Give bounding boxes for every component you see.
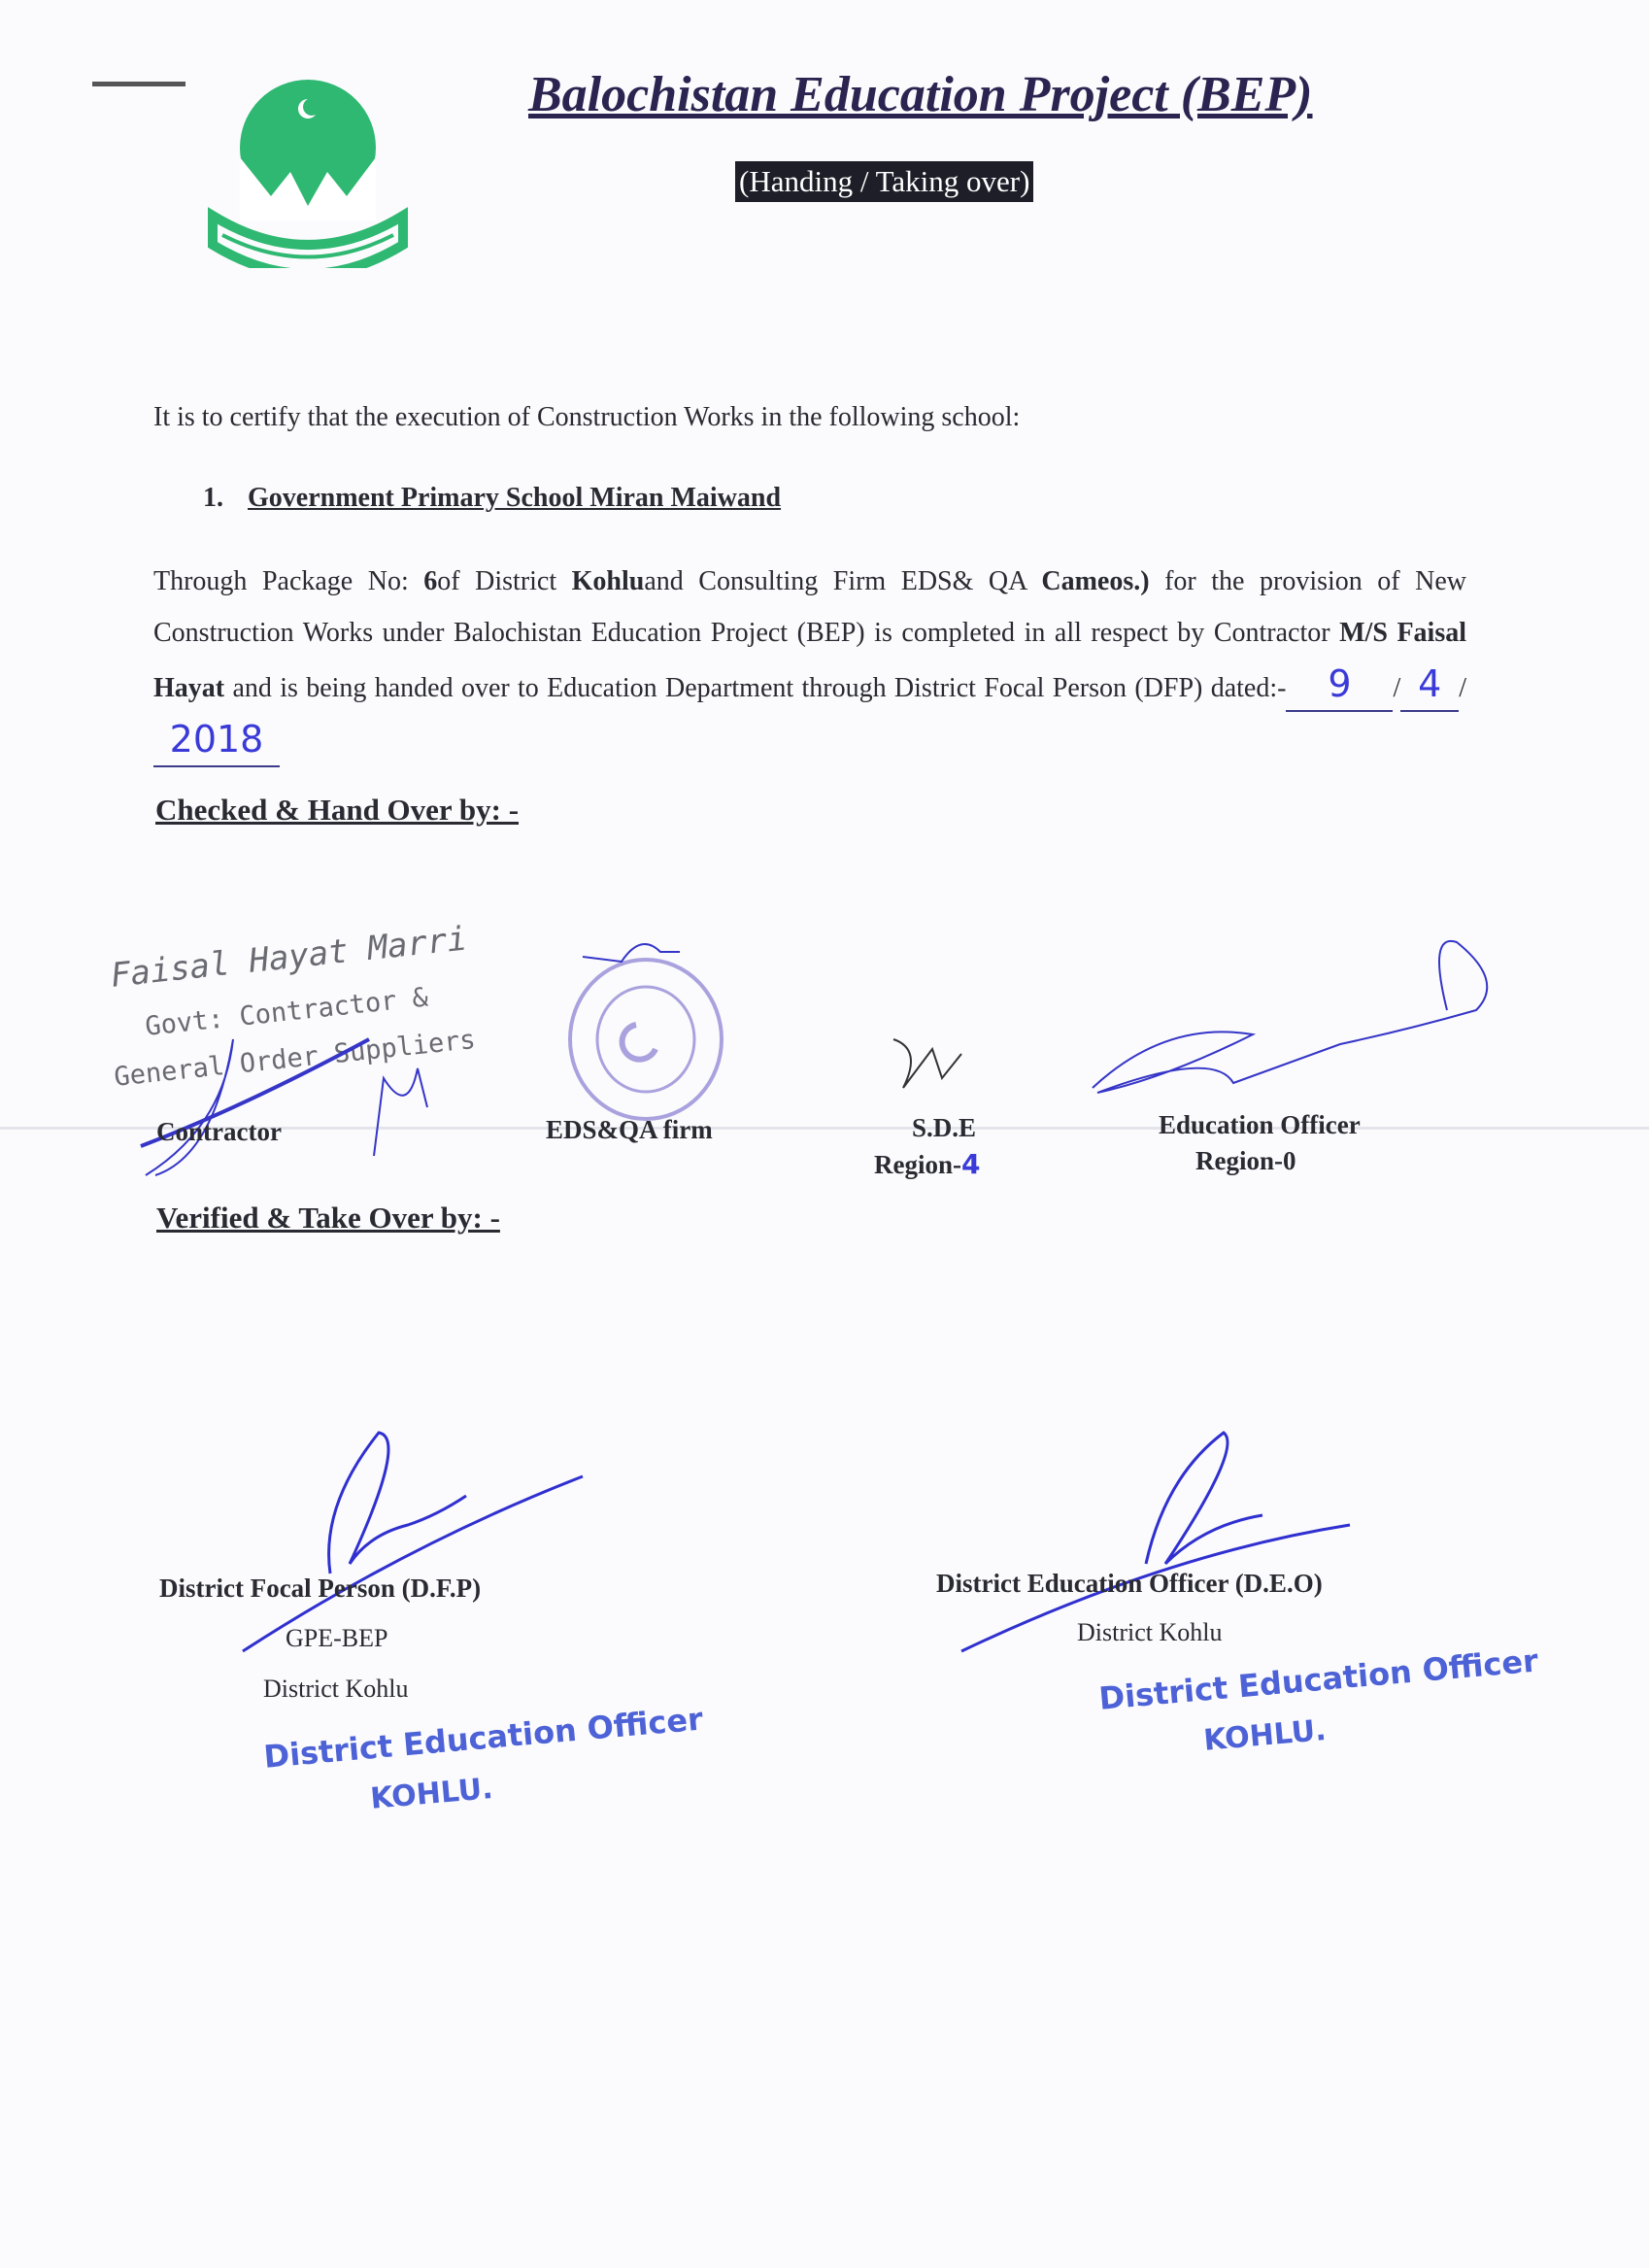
school-number: 1. xyxy=(203,483,223,513)
sde-region-number: 4 xyxy=(961,1148,981,1180)
firm-name: Cameos.) xyxy=(1041,566,1150,596)
document-title: Balochistan Education Project (BEP) xyxy=(528,67,1313,122)
deo-stamp-right: District Education Officer xyxy=(1097,1642,1540,1717)
certificate-paragraph: Through Package No: 6of District Kohluand Consulting Firm EDS& QA Cameos.) for the provision of New Construction Works under Balochistan Education Project (BEP) is completed in all respect by Contractor M/S Faisal Hayat and is being handed over to Education Department through District Focal Person (DFP) dated:- 9 / 4 /2018 xyxy=(153,556,1466,769)
deo-stamp-right-city: KOHLU. xyxy=(1202,1712,1328,1758)
signatures-top xyxy=(0,913,1649,1204)
contractor-name: M/S Faisal Hayat xyxy=(153,618,1466,703)
date-year: 2018 xyxy=(153,714,280,767)
text: for the provision of New Construction Works under Balochistan Education Project (BEP) is completed in all respect by Contractor xyxy=(153,566,1467,648)
date-day: 9 xyxy=(1286,659,1393,712)
sde-label: S.D.E xyxy=(912,1113,977,1142)
dfp-district: District Kohlu xyxy=(263,1675,409,1703)
signatures-bottom xyxy=(0,1418,1649,1671)
deo-label: District Education Officer (D.E.O) xyxy=(936,1569,1323,1598)
contractor-stamp-line2: Govt: Contractor & xyxy=(144,982,430,1042)
eo-label: Education Officer xyxy=(1159,1110,1361,1139)
text: Through Package No: xyxy=(153,566,424,596)
deo-district: District Kohlu xyxy=(1077,1618,1223,1646)
contractor-stamp: Faisal Hayat Marri xyxy=(109,919,469,996)
package-no: 6 xyxy=(423,566,438,596)
deo-stamp-left: District Education Officer xyxy=(262,1700,705,1776)
sde-region xyxy=(874,1148,980,1180)
bep-logo-icon xyxy=(203,80,413,268)
dfp-label: District Focal Person (D.F.P) xyxy=(159,1574,482,1603)
verified-heading: Verified & Take Over by: - xyxy=(156,1201,500,1235)
text: of District xyxy=(437,566,572,596)
text: and Consulting Firm EDS& QA xyxy=(644,566,1042,596)
contractor-stamp-line3: General Order Suppliers xyxy=(113,1024,478,1093)
school-item xyxy=(203,483,781,514)
firm-label: EDS&QA firm xyxy=(546,1115,713,1144)
dfp-org: GPE-BEP xyxy=(286,1624,388,1652)
eo-region: Region-0 xyxy=(1195,1146,1296,1175)
district: Kohlu xyxy=(571,566,645,596)
staple-mark xyxy=(92,82,185,86)
text: and is being handed over to Education Department through District Focal Person (DFP) dated:- xyxy=(224,673,1287,703)
document-subtitle: (Handing / Taking over) xyxy=(735,161,1033,202)
checked-heading: Checked & Hand Over by: - xyxy=(155,793,520,827)
contractor-label: Contractor xyxy=(156,1117,282,1146)
certify-text: It is to certify that the execution of Construction Works in the following school: xyxy=(153,402,1021,432)
date-month: 4 xyxy=(1400,659,1459,712)
deo-stamp-left-city: KOHLU. xyxy=(369,1771,494,1816)
school-name: Government Primary School Miran Maiwand xyxy=(248,483,782,513)
sde-region-label: Region- xyxy=(874,1150,961,1179)
